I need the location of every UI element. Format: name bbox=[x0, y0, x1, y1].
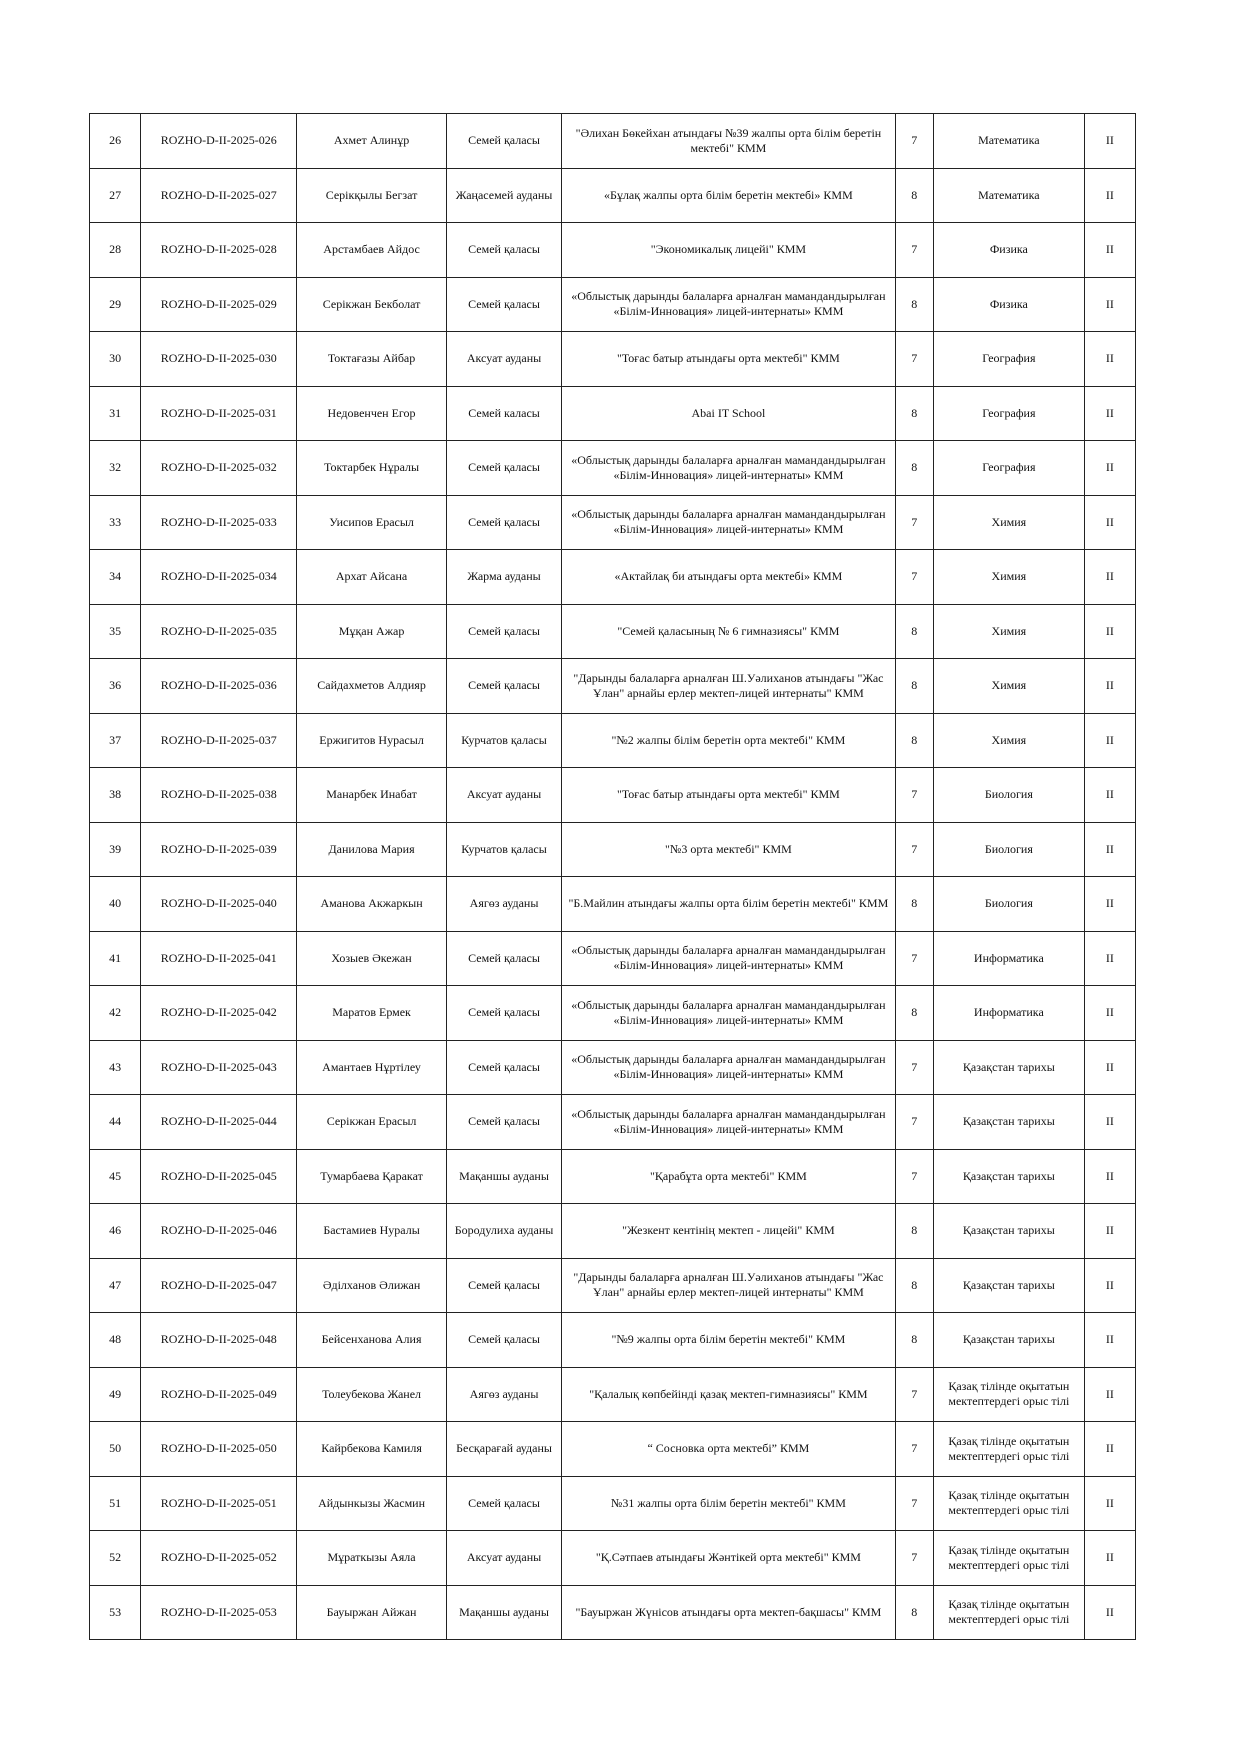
district-cell: Семей каласы bbox=[446, 386, 561, 441]
award-degree-cell: II bbox=[1084, 1095, 1135, 1150]
table-row bbox=[90, 1367, 1136, 1422]
participant-code-cell: ROZHO-D-II-2025-045 bbox=[141, 1149, 297, 1204]
school-name-cell: "Жезкент кентінің мектеп - лицейі" КММ bbox=[562, 1204, 895, 1259]
district-cell: Бородулиха ауданы bbox=[446, 1204, 561, 1259]
school-name-cell: "Дарынды балаларға арналған Ш.Уәлиханов атындағы "Жас Ұлан" арнайы ерлер мектеп-лицей интернаты" КММ bbox=[562, 1258, 895, 1313]
row-number-cell: 49 bbox=[90, 1367, 141, 1422]
participant-code-cell: ROZHO-D-II-2025-042 bbox=[141, 986, 297, 1041]
grade-cell: 7 bbox=[895, 1095, 933, 1150]
participant-code-cell: ROZHO-D-II-2025-031 bbox=[141, 386, 297, 441]
school-name-cell: «Облыстық дарынды балаларға арналған мамандандырылған «Білім-Инновация» лицей-интернаты» КММ bbox=[562, 1095, 895, 1150]
award-degree-cell: II bbox=[1084, 277, 1135, 332]
grade-cell: 7 bbox=[895, 931, 933, 986]
table-row bbox=[90, 604, 1136, 659]
participant-code-cell: ROZHO-D-II-2025-026 bbox=[141, 114, 297, 169]
row-number-cell: 38 bbox=[90, 768, 141, 823]
award-degree-cell: II bbox=[1084, 1149, 1135, 1204]
school-name-cell: «Облыстық дарынды балаларға арналған мамандандырылған «Білім-Инновация» лицей-интернаты» КММ bbox=[562, 986, 895, 1041]
table-row bbox=[90, 768, 1136, 823]
row-number-cell: 26 bbox=[90, 114, 141, 169]
school-name-cell: «Облыстық дарынды балаларға арналған мамандандырылған «Білім-Инновация» лицей-интернаты» КММ bbox=[562, 1040, 895, 1095]
grade-cell: 7 bbox=[895, 1422, 933, 1477]
subject-cell: Биология bbox=[934, 877, 1085, 932]
school-name-cell: "Экономикалық лицейі" КММ bbox=[562, 223, 895, 278]
district-cell: Курчатов қаласы bbox=[446, 713, 561, 768]
grade-cell: 8 bbox=[895, 168, 933, 223]
award-degree-cell: II bbox=[1084, 1040, 1135, 1095]
table-row bbox=[90, 659, 1136, 714]
participant-name-cell: Мұқан Ажар bbox=[297, 604, 447, 659]
participant-name-cell: Ержигитов Нурасыл bbox=[297, 713, 447, 768]
participant-name-cell: Сайдахметов Алдияр bbox=[297, 659, 447, 714]
table-row bbox=[90, 168, 1136, 223]
participant-code-cell: ROZHO-D-II-2025-035 bbox=[141, 604, 297, 659]
row-number-cell: 37 bbox=[90, 713, 141, 768]
grade-cell: 8 bbox=[895, 277, 933, 332]
grade-cell: 8 bbox=[895, 986, 933, 1041]
grade-cell: 8 bbox=[895, 659, 933, 714]
table-row bbox=[90, 986, 1136, 1041]
award-degree-cell: II bbox=[1084, 223, 1135, 278]
row-number-cell: 30 bbox=[90, 332, 141, 387]
school-name-cell: "Семей қаласының № 6 гимназиясы" КММ bbox=[562, 604, 895, 659]
participant-code-cell: ROZHO-D-II-2025-039 bbox=[141, 822, 297, 877]
district-cell: Семей қаласы bbox=[446, 114, 561, 169]
district-cell: Семей қаласы bbox=[446, 659, 561, 714]
table-row bbox=[90, 1258, 1136, 1313]
subject-cell: Информатика bbox=[934, 931, 1085, 986]
participant-code-cell: ROZHO-D-II-2025-048 bbox=[141, 1313, 297, 1368]
participant-code-cell: ROZHO-D-II-2025-047 bbox=[141, 1258, 297, 1313]
school-name-cell: «Бұлақ жалпы орта білім беретін мектебі» КММ bbox=[562, 168, 895, 223]
subject-cell: Химия bbox=[934, 713, 1085, 768]
participant-code-cell: ROZHO-D-II-2025-034 bbox=[141, 550, 297, 605]
award-degree-cell: II bbox=[1084, 386, 1135, 441]
subject-cell: Қазақстан тарихы bbox=[934, 1040, 1085, 1095]
grade-cell: 7 bbox=[895, 223, 933, 278]
participant-name-cell: Бастамиев Нуралы bbox=[297, 1204, 447, 1259]
participant-name-cell: Манарбек Инабат bbox=[297, 768, 447, 823]
row-number-cell: 44 bbox=[90, 1095, 141, 1150]
award-degree-cell: II bbox=[1084, 1422, 1135, 1477]
district-cell: Аксуат ауданы bbox=[446, 768, 561, 823]
row-number-cell: 33 bbox=[90, 495, 141, 550]
award-degree-cell: II bbox=[1084, 1258, 1135, 1313]
row-number-cell: 43 bbox=[90, 1040, 141, 1095]
table-row bbox=[90, 877, 1136, 932]
district-cell: Семей қаласы bbox=[446, 1476, 561, 1531]
subject-cell: География bbox=[934, 332, 1085, 387]
award-degree-cell: II bbox=[1084, 1476, 1135, 1531]
award-degree-cell: II bbox=[1084, 1367, 1135, 1422]
subject-cell: Қазақ тілінде оқытатын мектептердегі орыс тілі bbox=[934, 1422, 1085, 1477]
district-cell: Семей қаласы bbox=[446, 1040, 561, 1095]
participant-name-cell: Данилова Мария bbox=[297, 822, 447, 877]
subject-cell: Физика bbox=[934, 223, 1085, 278]
participant-name-cell: Амантаев Нұртілеу bbox=[297, 1040, 447, 1095]
subject-cell: Биология bbox=[934, 768, 1085, 823]
grade-cell: 8 bbox=[895, 1204, 933, 1259]
district-cell: Семей қаласы bbox=[446, 1258, 561, 1313]
participant-name-cell: Уисипов Ерасыл bbox=[297, 495, 447, 550]
participant-code-cell: ROZHO-D-II-2025-049 bbox=[141, 1367, 297, 1422]
district-cell: Семей қаласы bbox=[446, 223, 561, 278]
subject-cell: Қазақ тілінде оқытатын мектептердегі орыс тілі bbox=[934, 1585, 1085, 1640]
district-cell: Семей қаласы bbox=[446, 495, 561, 550]
row-number-cell: 35 bbox=[90, 604, 141, 659]
row-number-cell: 36 bbox=[90, 659, 141, 714]
participant-name-cell: Токтарбек Нұралы bbox=[297, 441, 447, 496]
grade-cell: 8 bbox=[895, 386, 933, 441]
district-cell: Жаңасемей ауданы bbox=[446, 168, 561, 223]
district-cell: Жарма ауданы bbox=[446, 550, 561, 605]
district-cell: Курчатов қаласы bbox=[446, 822, 561, 877]
subject-cell: Қазақстан тарихы bbox=[934, 1313, 1085, 1368]
award-degree-cell: II bbox=[1084, 1313, 1135, 1368]
participant-name-cell: Толеубекова Жанел bbox=[297, 1367, 447, 1422]
table-row bbox=[90, 277, 1136, 332]
participant-code-cell: ROZHO-D-II-2025-046 bbox=[141, 1204, 297, 1259]
participant-name-cell: Арстамбаев Айдос bbox=[297, 223, 447, 278]
grade-cell: 7 bbox=[895, 822, 933, 877]
participant-name-cell: Токтағазы Айбар bbox=[297, 332, 447, 387]
grade-cell: 7 bbox=[895, 332, 933, 387]
participant-name-cell: Недовенчен Егор bbox=[297, 386, 447, 441]
grade-cell: 8 bbox=[895, 441, 933, 496]
table-row bbox=[90, 1095, 1136, 1150]
table-row bbox=[90, 1040, 1136, 1095]
row-number-cell: 41 bbox=[90, 931, 141, 986]
subject-cell: Химия bbox=[934, 604, 1085, 659]
participant-code-cell: ROZHO-D-II-2025-032 bbox=[141, 441, 297, 496]
subject-cell: Қазақстан тарихы bbox=[934, 1149, 1085, 1204]
row-number-cell: 31 bbox=[90, 386, 141, 441]
school-name-cell: "Қарабұта орта мектебі" КММ bbox=[562, 1149, 895, 1204]
participant-name-cell: Серікқылы Бегзат bbox=[297, 168, 447, 223]
participant-code-cell: ROZHO-D-II-2025-050 bbox=[141, 1422, 297, 1477]
subject-cell: Қазақ тілінде оқытатын мектептердегі орыс тілі bbox=[934, 1367, 1085, 1422]
table-body bbox=[90, 114, 1136, 1640]
table-row bbox=[90, 386, 1136, 441]
grade-cell: 7 bbox=[895, 495, 933, 550]
district-cell: Семей қаласы bbox=[446, 441, 561, 496]
row-number-cell: 40 bbox=[90, 877, 141, 932]
subject-cell: География bbox=[934, 386, 1085, 441]
participant-code-cell: ROZHO-D-II-2025-027 bbox=[141, 168, 297, 223]
participant-code-cell: ROZHO-D-II-2025-037 bbox=[141, 713, 297, 768]
participant-name-cell: Серікжан Бекболат bbox=[297, 277, 447, 332]
grade-cell: 8 bbox=[895, 1313, 933, 1368]
participant-name-cell: Мұраткызы Аяла bbox=[297, 1531, 447, 1586]
row-number-cell: 51 bbox=[90, 1476, 141, 1531]
participant-name-cell: Хозыев Әкежан bbox=[297, 931, 447, 986]
award-degree-cell: II bbox=[1084, 114, 1135, 169]
award-degree-cell: II bbox=[1084, 1531, 1135, 1586]
grade-cell: 7 bbox=[895, 1040, 933, 1095]
district-cell: Семей қаласы bbox=[446, 1095, 561, 1150]
grade-cell: 7 bbox=[895, 1367, 933, 1422]
subject-cell: Биология bbox=[934, 822, 1085, 877]
participant-code-cell: ROZHO-D-II-2025-041 bbox=[141, 931, 297, 986]
participant-name-cell: Маратов Ермек bbox=[297, 986, 447, 1041]
row-number-cell: 50 bbox=[90, 1422, 141, 1477]
participant-name-cell: Бейсенханова Алия bbox=[297, 1313, 447, 1368]
row-number-cell: 45 bbox=[90, 1149, 141, 1204]
school-name-cell: "Тоғас батыр атындағы орта мектебі" КММ bbox=[562, 332, 895, 387]
school-name-cell: "Бауыржан Жүнісов атындағы орта мектеп-бақшасы" КММ bbox=[562, 1585, 895, 1640]
participant-code-cell: ROZHO-D-II-2025-029 bbox=[141, 277, 297, 332]
school-name-cell: "Қалалық көпбейінді қазақ мектеп-гимназиясы" КММ bbox=[562, 1367, 895, 1422]
school-name-cell: «Облыстық дарынды балаларға арналған мамандандырылған «Білім-Инновация» лицей-интернаты» КММ bbox=[562, 277, 895, 332]
results-table bbox=[89, 113, 1136, 1640]
district-cell: Аягөз ауданы bbox=[446, 1367, 561, 1422]
grade-cell: 8 bbox=[895, 1258, 933, 1313]
participant-name-cell: Архат Айсана bbox=[297, 550, 447, 605]
school-name-cell: «Актайлақ би атындағы орта мектебі» КММ bbox=[562, 550, 895, 605]
row-number-cell: 52 bbox=[90, 1531, 141, 1586]
subject-cell: География bbox=[934, 441, 1085, 496]
table-row bbox=[90, 822, 1136, 877]
subject-cell: Қазақ тілінде оқытатын мектептердегі орыс тілі bbox=[934, 1476, 1085, 1531]
grade-cell: 7 bbox=[895, 1476, 933, 1531]
table-row bbox=[90, 332, 1136, 387]
school-name-cell: "Б.Майлин атындағы жалпы орта білім беретін мектебі" КММ bbox=[562, 877, 895, 932]
row-number-cell: 53 bbox=[90, 1585, 141, 1640]
school-name-cell: «Облыстық дарынды балаларға арналған мамандандырылған «Білім-Инновация» лицей-интернаты» КММ bbox=[562, 495, 895, 550]
subject-cell: Информатика bbox=[934, 986, 1085, 1041]
grade-cell: 7 bbox=[895, 1531, 933, 1586]
grade-cell: 7 bbox=[895, 768, 933, 823]
table-row bbox=[90, 114, 1136, 169]
district-cell: Мақаншы ауданы bbox=[446, 1585, 561, 1640]
participant-name-cell: Бауыржан Айжан bbox=[297, 1585, 447, 1640]
district-cell: Мақаншы ауданы bbox=[446, 1149, 561, 1204]
award-degree-cell: II bbox=[1084, 931, 1135, 986]
grade-cell: 8 bbox=[895, 877, 933, 932]
award-degree-cell: II bbox=[1084, 495, 1135, 550]
participant-name-cell: Тумарбаева Қаракат bbox=[297, 1149, 447, 1204]
district-cell: Бесқарағай ауданы bbox=[446, 1422, 561, 1477]
grade-cell: 8 bbox=[895, 713, 933, 768]
school-name-cell: "№3 орта мектебі" КММ bbox=[562, 822, 895, 877]
table-row bbox=[90, 1313, 1136, 1368]
table-row bbox=[90, 713, 1136, 768]
school-name-cell: "Тоғас батыр атындағы орта мектебі" КММ bbox=[562, 768, 895, 823]
subject-cell: Математика bbox=[934, 168, 1085, 223]
participant-code-cell: ROZHO-D-II-2025-053 bbox=[141, 1585, 297, 1640]
participant-code-cell: ROZHO-D-II-2025-052 bbox=[141, 1531, 297, 1586]
award-degree-cell: II bbox=[1084, 986, 1135, 1041]
school-name-cell: «Облыстық дарынды балаларға арналған мамандандырылған «Білім-Инновация» лицей-интернаты» КММ bbox=[562, 931, 895, 986]
subject-cell: Қазақстан тарихы bbox=[934, 1258, 1085, 1313]
award-degree-cell: II bbox=[1084, 1204, 1135, 1259]
participant-code-cell: ROZHO-D-II-2025-036 bbox=[141, 659, 297, 714]
participant-code-cell: ROZHO-D-II-2025-044 bbox=[141, 1095, 297, 1150]
district-cell: Семей қаласы bbox=[446, 277, 561, 332]
subject-cell: Қазақ тілінде оқытатын мектептердегі орыс тілі bbox=[934, 1531, 1085, 1586]
row-number-cell: 28 bbox=[90, 223, 141, 278]
grade-cell: 7 bbox=[895, 114, 933, 169]
table-row bbox=[90, 1422, 1136, 1477]
participant-code-cell: ROZHO-D-II-2025-033 bbox=[141, 495, 297, 550]
award-degree-cell: II bbox=[1084, 659, 1135, 714]
table-row bbox=[90, 931, 1136, 986]
table-row bbox=[90, 550, 1136, 605]
participant-name-cell: Серікжан Ерасыл bbox=[297, 1095, 447, 1150]
subject-cell: Химия bbox=[934, 659, 1085, 714]
table-row bbox=[90, 1476, 1136, 1531]
school-name-cell: "№2 жалпы білім беретін орта мектебі" КММ bbox=[562, 713, 895, 768]
row-number-cell: 48 bbox=[90, 1313, 141, 1368]
subject-cell: Қазақстан тарихы bbox=[934, 1204, 1085, 1259]
participant-name-cell: Аманова Акжаркын bbox=[297, 877, 447, 932]
grade-cell: 8 bbox=[895, 1585, 933, 1640]
table-row bbox=[90, 1585, 1136, 1640]
award-degree-cell: II bbox=[1084, 822, 1135, 877]
row-number-cell: 47 bbox=[90, 1258, 141, 1313]
subject-cell: Қазақстан тарихы bbox=[934, 1095, 1085, 1150]
row-number-cell: 27 bbox=[90, 168, 141, 223]
table-row bbox=[90, 1204, 1136, 1259]
subject-cell: Математика bbox=[934, 114, 1085, 169]
district-cell: Семей қаласы bbox=[446, 604, 561, 659]
award-degree-cell: II bbox=[1084, 1585, 1135, 1640]
district-cell: Аксуат ауданы bbox=[446, 1531, 561, 1586]
participant-code-cell: ROZHO-D-II-2025-038 bbox=[141, 768, 297, 823]
participant-code-cell: ROZHO-D-II-2025-030 bbox=[141, 332, 297, 387]
subject-cell: Физика bbox=[934, 277, 1085, 332]
participant-name-cell: Әділханов Әлижан bbox=[297, 1258, 447, 1313]
school-name-cell: "Әлихан Бөкейхан атындағы №39 жалпы орта білім беретін мектебі" КММ bbox=[562, 114, 895, 169]
row-number-cell: 42 bbox=[90, 986, 141, 1041]
row-number-cell: 46 bbox=[90, 1204, 141, 1259]
award-degree-cell: II bbox=[1084, 604, 1135, 659]
subject-cell: Химия bbox=[934, 495, 1085, 550]
grade-cell: 7 bbox=[895, 550, 933, 605]
district-cell: Семей қаласы bbox=[446, 986, 561, 1041]
award-degree-cell: II bbox=[1084, 713, 1135, 768]
award-degree-cell: II bbox=[1084, 168, 1135, 223]
school-name-cell: "Дарынды балаларға арналған Ш.Уәлиханов атындағы "Жас Ұлан" арнайы ерлер мектеп-лицей интернаты" КММ bbox=[562, 659, 895, 714]
school-name-cell: "Қ.Сәтпаев атындағы Жәнтікей орта мектебі" КММ bbox=[562, 1531, 895, 1586]
row-number-cell: 32 bbox=[90, 441, 141, 496]
subject-cell: Химия bbox=[934, 550, 1085, 605]
participant-code-cell: ROZHO-D-II-2025-043 bbox=[141, 1040, 297, 1095]
table-row bbox=[90, 223, 1136, 278]
school-name-cell: «Облыстық дарынды балаларға арналған мамандандырылған «Білім-Инновация» лицей-интернаты» КММ bbox=[562, 441, 895, 496]
grade-cell: 7 bbox=[895, 1149, 933, 1204]
row-number-cell: 39 bbox=[90, 822, 141, 877]
district-cell: Аксуат ауданы bbox=[446, 332, 561, 387]
row-number-cell: 34 bbox=[90, 550, 141, 605]
participant-code-cell: ROZHO-D-II-2025-051 bbox=[141, 1476, 297, 1531]
award-degree-cell: II bbox=[1084, 877, 1135, 932]
award-degree-cell: II bbox=[1084, 550, 1135, 605]
table-row bbox=[90, 1531, 1136, 1586]
school-name-cell: Abai IT School bbox=[562, 386, 895, 441]
participant-code-cell: ROZHO-D-II-2025-028 bbox=[141, 223, 297, 278]
table-row bbox=[90, 441, 1136, 496]
district-cell: Аягөз ауданы bbox=[446, 877, 561, 932]
row-number-cell: 29 bbox=[90, 277, 141, 332]
award-degree-cell: II bbox=[1084, 441, 1135, 496]
school-name-cell: “ Сосновка орта мектебі” КММ bbox=[562, 1422, 895, 1477]
school-name-cell: "№9 жалпы орта білім беретін мектебі" КММ bbox=[562, 1313, 895, 1368]
participant-code-cell: ROZHO-D-II-2025-040 bbox=[141, 877, 297, 932]
school-name-cell: №31 жалпы орта білім беретін мектебі" КММ bbox=[562, 1476, 895, 1531]
grade-cell: 8 bbox=[895, 604, 933, 659]
participant-name-cell: Кайрбекова Камиля bbox=[297, 1422, 447, 1477]
participant-name-cell: Айдынкызы Жасмин bbox=[297, 1476, 447, 1531]
table-row bbox=[90, 1149, 1136, 1204]
district-cell: Семей қаласы bbox=[446, 1313, 561, 1368]
table-row bbox=[90, 495, 1136, 550]
district-cell: Семей қаласы bbox=[446, 931, 561, 986]
award-degree-cell: II bbox=[1084, 332, 1135, 387]
award-degree-cell: II bbox=[1084, 768, 1135, 823]
participant-name-cell: Ахмет Алинұр bbox=[297, 114, 447, 169]
